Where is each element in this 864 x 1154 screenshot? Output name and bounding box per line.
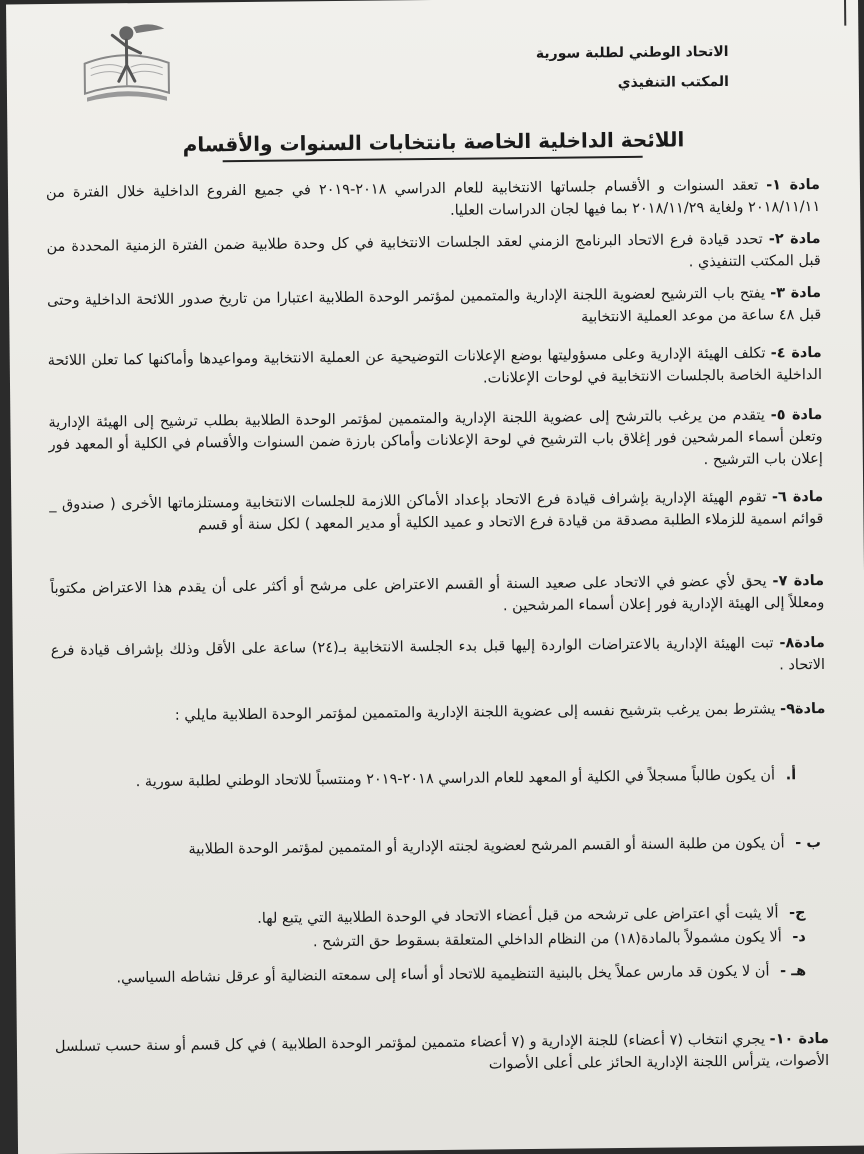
article-text: يتقدم من يرغب بالترشح إلى عضوية اللجنة الإدارية والمتممين لمؤتمر الوحدة الطلابية بطلب ترشيح إلى الهيئة الإدارية وتعلن أسماء المرشحين فور إغلاق باب الترشيح في لوحة الإعلانات وأماكن بارزة ضمن السنوات والأقسام في الكلية أو المعهد فور إعلان باب الترشيح .	[48, 408, 823, 469]
condition-marker: أ.	[786, 767, 797, 783]
office-name: المكتب التنفيذي	[536, 67, 729, 99]
document-title: اللائحة الداخلية الخاصة بانتخابات السنوات والأقسام	[7, 126, 859, 159]
article-text: يشترط بمن يرغب بترشيح نفسه إلى عضوية اللجنة الإدارية والمتممين لمؤتمر الوحدة الطلابية مايلي :	[175, 701, 776, 723]
article-text: يجري انتخاب (٧ أعضاء) للجنة الإدارية و (٧ أعضاء متممين لمؤتمر الوحدة الطلابية ) في كل قسم أو سنة حسب تسلسل الأصوات، يترأس اللجنة الإدارية الحائز على أعلى الأصوات	[55, 1032, 829, 1073]
article-label: مادة ٥-	[771, 407, 823, 424]
title-underline	[223, 156, 643, 162]
condition-text: أن لا يكون قد مارس عملاً يخل بالبنية التنظيمية للاتحاد أو أساء إلى سمعته النضالية أو عرقل نشاطه السياسي.	[116, 964, 769, 987]
article-label: مادة٨-	[779, 635, 824, 651]
union-logo-icon	[76, 13, 177, 109]
condition-a	[52, 764, 796, 794]
page-corner-mark	[844, 0, 846, 26]
article-2	[46, 228, 820, 280]
article-label: مادة ٦-	[772, 489, 823, 506]
article-6	[49, 486, 823, 538]
condition-text: أن يكون طالباً مسجلاً في الكلية أو المعهد للعام الدراسي ٢٠١٨-٢٠١٩ ومنتسباً للاتحاد الوطني لطلبة سورية .	[136, 767, 776, 790]
article-text: تبت الهيئة الإدارية بالاعتراضات الواردة إليها قبل بدء الجلسة الانتخابية بـ(٢٤) ساعة على الأقل وذلك بإشراف قيادة فرع الاتحاد .	[51, 635, 825, 673]
article-4	[48, 342, 822, 394]
article-1	[46, 174, 820, 226]
article-label: مادة٩-	[780, 701, 825, 717]
article-text: تعقد السنوات و الأقسام جلساتها الانتخابية للعام الدراسي ٢٠١٨-٢٠١٩ في جميع الفروع الداخلية خلال الفترة من ٢٠١٨/١١/١١ ولغاية ٢٠١٨/١١/٢٩ بما فيها لجان الدراسات العليا.	[46, 178, 820, 219]
article-3	[47, 282, 821, 334]
article-10	[55, 1028, 829, 1080]
article-8	[51, 632, 825, 684]
condition-e	[54, 960, 806, 990]
header-block	[536, 37, 729, 99]
article-text: تقوم الهيئة الإدارية بإشراف قيادة فرع الاتحاد بإعداد الأماكن اللازمة للجلسات الانتخابية ومستلزماتها الأخرى ( صندوق _ قوائم اسمية للزملاء الطلبة مصدقة من قيادة فرع الاتحاد و عميد الكلية أو مدير المعهد ) لكل سنة أو قسم	[49, 490, 823, 534]
condition-marker: د-	[792, 929, 806, 945]
condition-text: ألا يكون مشمولاً بالمادة(١٨) من النظام الداخلي المتعلقة بسقوط حق الترشح .	[313, 929, 782, 950]
org-name: الاتحاد الوطني لطلبة سورية	[536, 37, 729, 69]
article-label: مادة ٧-	[772, 573, 824, 590]
article-label: مادة ٣-	[770, 285, 821, 302]
article-7	[50, 570, 824, 622]
article-5	[48, 404, 823, 478]
condition-marker: هـ -	[780, 963, 806, 979]
article-text: يحق لأي عضو في الاتحاد على صعيد السنة أو القسم الاعتراض على مرشح أو أكثر على أن يقدم هذا الاعتراض مكتوباً ومعللاً إلى الهيئة الإدارية فور إعلان أسماء المرشحين .	[50, 574, 824, 615]
condition-marker: ب -	[795, 835, 821, 851]
article-label: مادة ١٠-	[770, 1031, 829, 1048]
condition-b	[53, 832, 821, 862]
article-text: تكلف الهيئة الإدارية وعلى مسؤوليتها بوضع الإعلانات التوضيحية عن العملية الانتخابية ومواعيدها وأماكنها كما تعلن اللائحة الداخلية الخاصة بالجلسات الانتخابية في لوحات الإعلانات.	[48, 346, 822, 387]
article-9	[51, 698, 825, 728]
document-page	[6, 0, 864, 1154]
article-label: مادة ٢-	[769, 231, 821, 248]
article-text: يفتح باب الترشيح لعضوية اللجنة الإدارية والمتممين لمؤتمر الوحدة الطلابية اعتبارا من تاريخ صدور اللائحة الداخلية وحتى قبل ٤٨ ساعة من موعد العملية الانتخابية	[47, 286, 821, 326]
article-label: مادة ١-	[766, 177, 820, 194]
condition-text: ألا يثبت أي اعتراض على ترشحه من قبل أعضاء الاتحاد في الوحدة الطلابية التي يتبع لها.	[257, 905, 778, 926]
condition-marker: ج-	[789, 905, 806, 921]
article-text: تحدد قيادة فرع الاتحاد البرنامج الزمني لعقد الجلسات الانتخابية في كل وحدة طلابية ضمن الفترة الزمنية المحددة من قبل المكتب التنفيذي .	[46, 232, 820, 271]
article-label: مادة ٤-	[771, 345, 822, 362]
condition-text: أن يكون من طلبة السنة أو القسم المرشح لعضوية لجنته الإدارية أو المتممين لمؤتمر الوحدة الطلابية	[188, 835, 784, 857]
